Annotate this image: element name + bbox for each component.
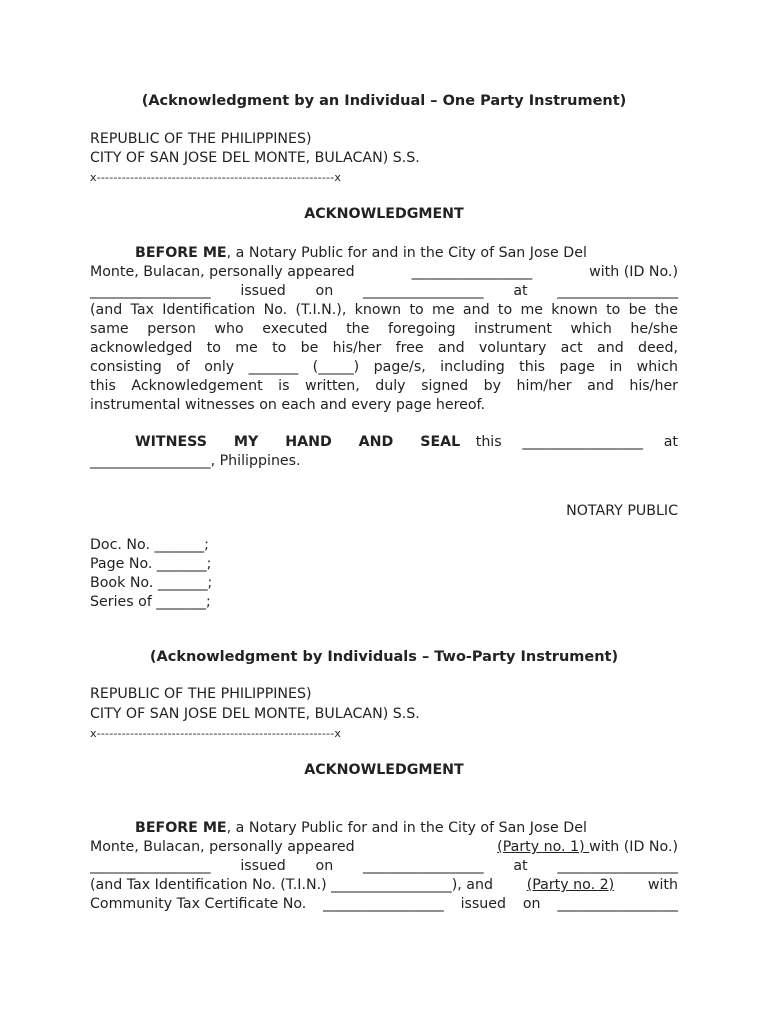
form2-p-line2-a: Monte, Bulacan, personally appeared xyxy=(90,839,355,855)
form1-on-word: on xyxy=(315,283,334,299)
form2-date-blank: _________________ xyxy=(362,858,484,874)
form2-issued-word: issued xyxy=(240,858,286,874)
party-2-placeholder: (Party no. 2) xyxy=(526,877,615,893)
form1-p-line9: instrumental witnesses on each and every page hereof. xyxy=(90,397,485,413)
form1-venue-line1: REPUBLIC OF THE PHILIPPINES) xyxy=(90,131,312,147)
form1-witness xyxy=(90,433,678,471)
party-1-placeholder: (Party no. 1) xyxy=(497,839,590,855)
form2-p-line5 xyxy=(90,895,678,914)
form2-ctc-blank: _________________ xyxy=(323,896,444,912)
form1-p-line1-text: , a Notary Public for and in the City of San Jose Del xyxy=(226,245,587,261)
form2-p-line3 xyxy=(90,857,678,876)
book-no: Book No. _______; xyxy=(90,575,213,591)
form1-p-line8: this Acknowledgement is written, duly signed by him/her and his/her xyxy=(90,378,678,394)
form2-heading: ACKNOWLEDGMENT xyxy=(304,762,464,778)
form2-ctc-date-blank: _________________ xyxy=(557,896,678,912)
form2-p-line4 xyxy=(90,876,678,895)
form2-ctc-on-word: on xyxy=(522,896,541,912)
form1-p-line1 xyxy=(90,244,678,263)
witness-this-word: this xyxy=(475,434,502,450)
form2-place-blank: _________________ xyxy=(557,858,678,874)
form1-p-line2-a: Monte, Bulacan, personally appeared xyxy=(90,264,355,280)
form2-tin-text: (and Tax Identification No. (T.I.N.) _________________), and xyxy=(90,877,493,893)
form1-place-blank: _________________ xyxy=(557,283,678,299)
doc-no: Doc. No. _______; xyxy=(90,537,209,553)
form2-paragraph xyxy=(90,819,678,914)
form1-p-line2-c: with (ID No.) xyxy=(589,264,678,280)
form1-p-line5: same person who executed the foregoing instrument which he/she xyxy=(90,321,678,337)
form1-paragraph xyxy=(90,244,678,415)
form2-ctc-issued-word: issued xyxy=(460,896,507,912)
form2-p-line2 xyxy=(90,838,678,857)
form2-id-blank: _________________ xyxy=(90,858,211,874)
form1-issued-word: issued xyxy=(240,283,286,299)
form2-separator: x---------------------------------------------------------x xyxy=(90,727,342,740)
form1-date-blank: _________________ xyxy=(362,283,484,299)
witness-line1 xyxy=(90,433,678,452)
form2-ctc-label: Community Tax Certificate No. xyxy=(90,896,307,912)
form1-separator: x---------------------------------------------------------x xyxy=(90,171,342,184)
witness-lead-text: WITNESS MY HAND AND SEAL xyxy=(135,434,461,450)
witness-date-blank: _________________ xyxy=(522,434,643,450)
form1-heading: ACKNOWLEDGMENT xyxy=(304,206,464,222)
witness-line2: _________________, Philippines. xyxy=(90,453,301,469)
before-me-lead: BEFORE ME xyxy=(135,245,227,261)
form1-venue-line2: CITY OF SAN JOSE DEL MONTE, BULACAN) S.S. xyxy=(90,150,420,166)
form2-before-me-lead: BEFORE ME xyxy=(135,820,227,836)
form2-p-line2-c: with (ID No.) xyxy=(589,839,678,855)
form1-p-line4: (and Tax Identification No. (T.I.N.), known to me and to me known to be the xyxy=(90,302,678,318)
form1-p-line2 xyxy=(90,263,678,282)
form2-at-word: at xyxy=(513,858,528,874)
form2-on-word: on xyxy=(315,858,334,874)
form2-venue-line2: CITY OF SAN JOSE DEL MONTE, BULACAN) S.S. xyxy=(90,706,420,722)
form1-id-blank: _________________ xyxy=(90,283,211,299)
register-block xyxy=(90,536,678,612)
form1-at-word: at xyxy=(513,283,528,299)
form2-p-line1-text: , a Notary Public for and in the City of San Jose Del xyxy=(226,820,587,836)
notary-public-label: NOTARY PUBLIC xyxy=(566,503,678,519)
form2-p-line1 xyxy=(90,819,678,838)
form1-name-blank: _________________ xyxy=(411,264,533,280)
page-no: Page No. _______; xyxy=(90,556,212,572)
form2-with-word: with xyxy=(647,877,678,893)
form2-venue-line1: REPUBLIC OF THE PHILIPPINES) xyxy=(90,686,312,702)
form1-title: (Acknowledgment by an Individual – One Party Instrument) xyxy=(141,93,627,109)
series-of: Series of _______; xyxy=(90,594,211,610)
witness-lead xyxy=(90,433,461,452)
form1-p-line3 xyxy=(90,282,678,301)
form1-p-line7: consisting of only _______ (_____) page/s, including this page in which xyxy=(90,359,678,375)
witness-at-word: at xyxy=(663,434,678,450)
form1-p-line6: acknowledged to me to be his/her free and voluntary act and deed, xyxy=(90,340,678,356)
form2-title: (Acknowledgment by Individuals – Two-Party Instrument) xyxy=(149,649,619,665)
